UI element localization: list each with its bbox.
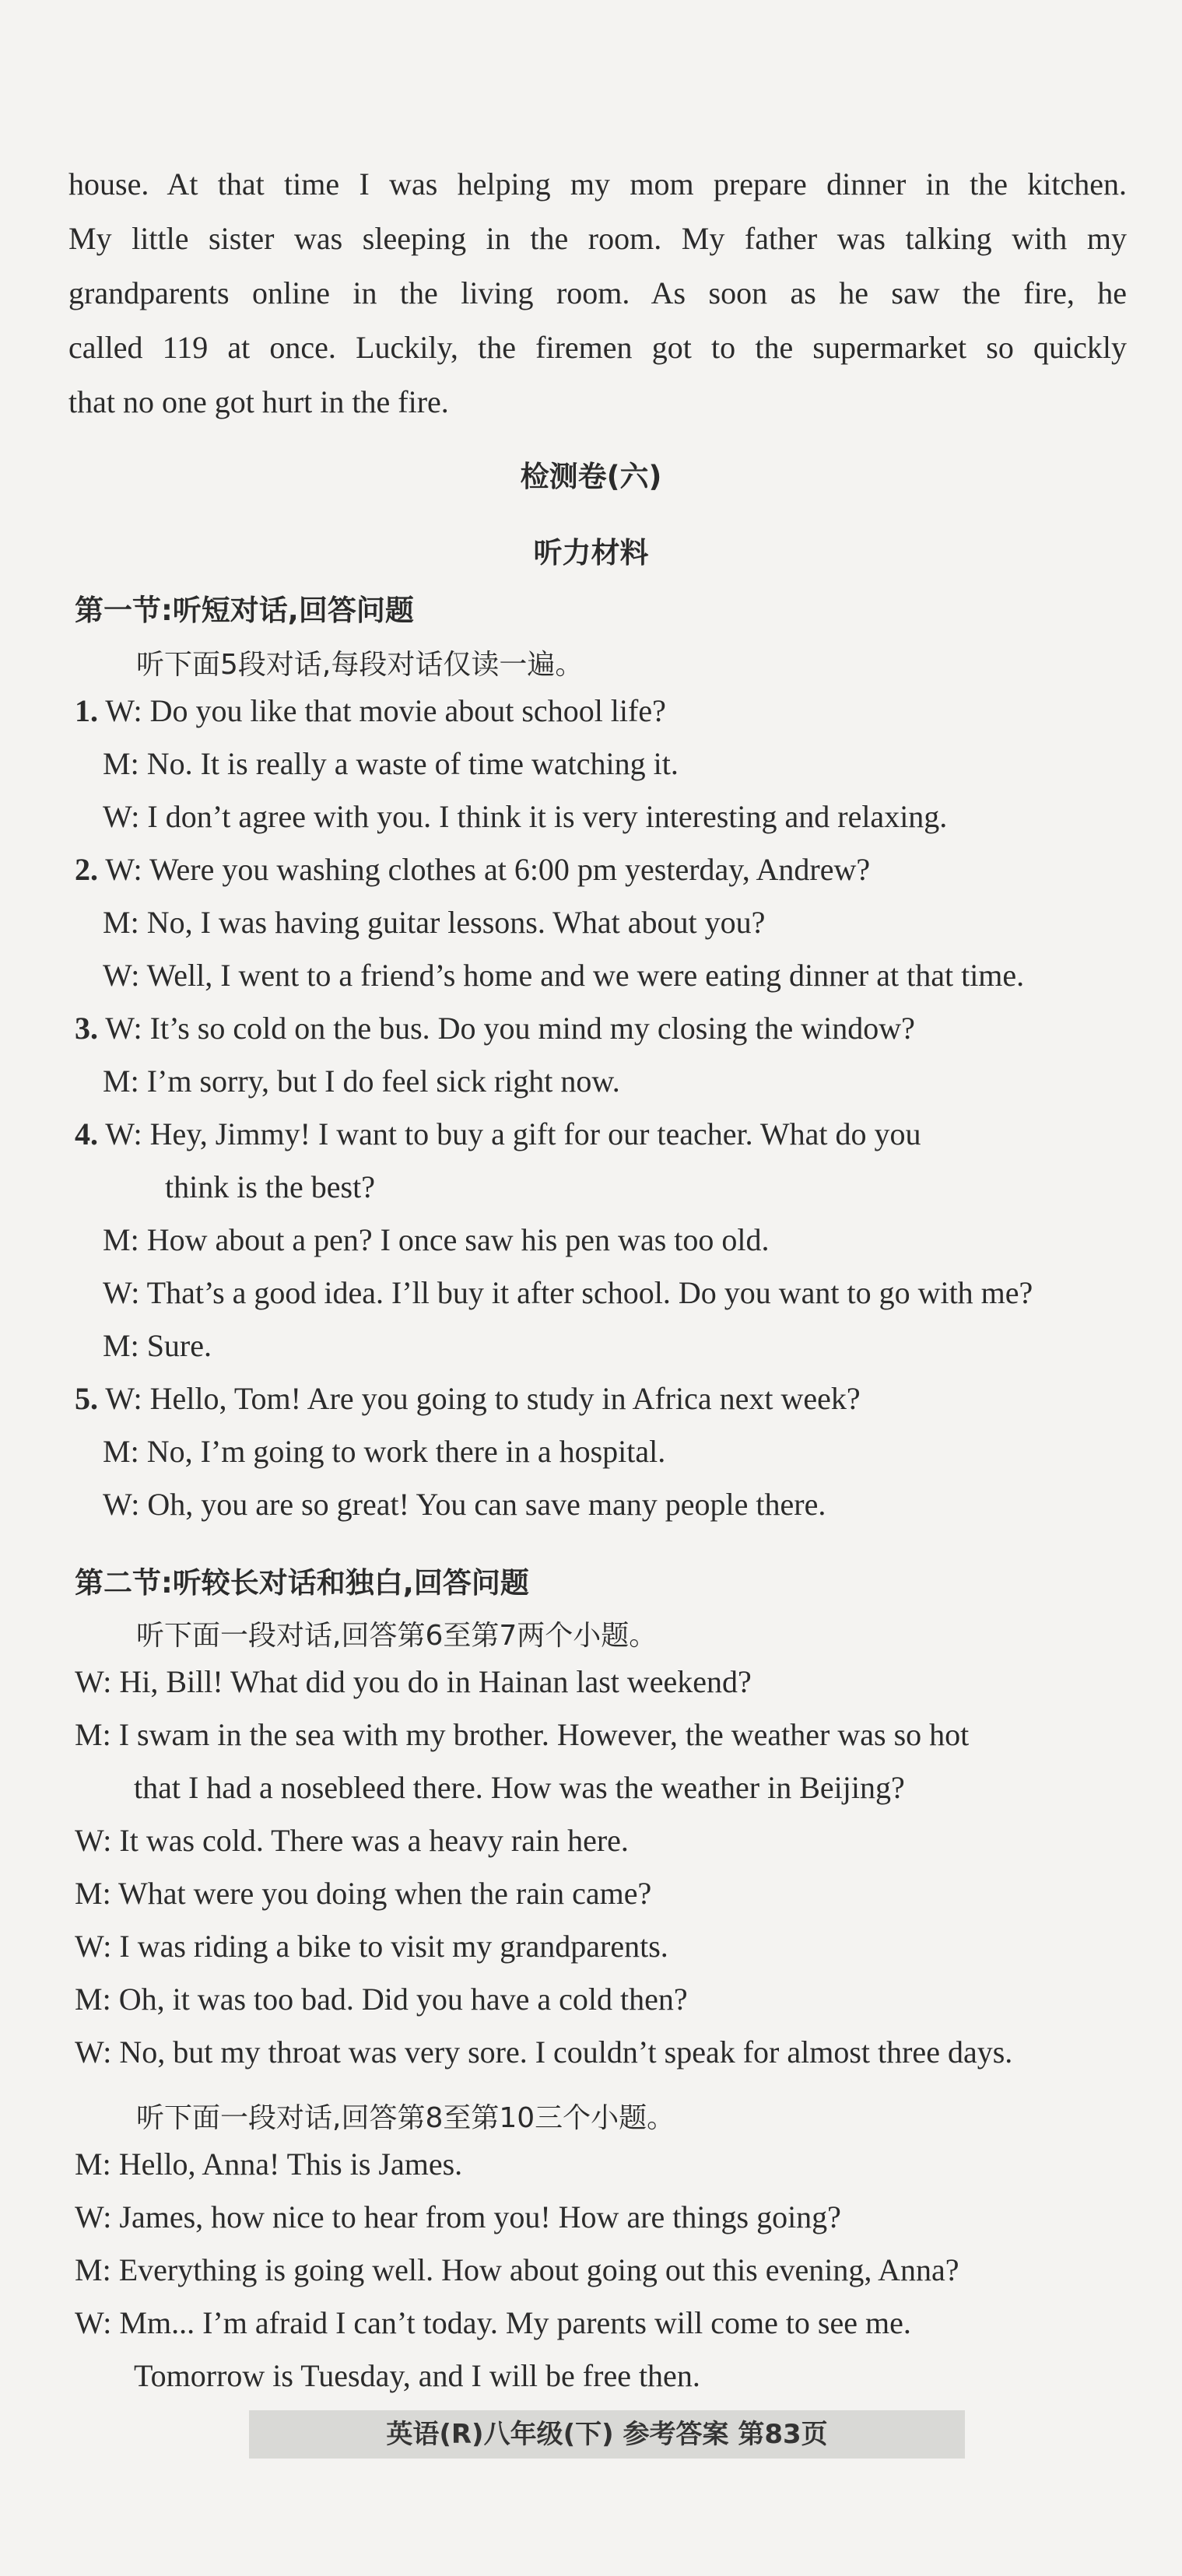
dialogue-line xyxy=(75,692,666,729)
speaker-label: W: xyxy=(75,1929,112,1964)
dialogue-line xyxy=(75,2146,462,2182)
speaker-label: W: xyxy=(105,1011,142,1046)
dialogue-line xyxy=(75,1716,969,1753)
dialogue-line xyxy=(75,1663,752,1700)
dialogue-line xyxy=(103,1433,665,1470)
material-title: 听力材料 xyxy=(533,536,649,570)
speaker-label: M: xyxy=(75,1876,111,1911)
speaker-label: W: xyxy=(105,852,142,887)
question-number: 3. xyxy=(75,1011,98,1046)
dialogue-line xyxy=(134,2357,700,2394)
intro-line: grandparents online in the living room. As soon as he saw the fire, he xyxy=(68,275,1127,310)
dialogue-line xyxy=(103,1221,770,1258)
dialogue-text: Well, I went to a friend’s home and we were eating dinner at that time. xyxy=(146,958,1025,993)
dialogue-text: I don’t agree with you. I think it is very interesting and relaxing. xyxy=(147,799,948,834)
dialogue-line xyxy=(103,1063,620,1099)
speaker-label: M: xyxy=(75,1982,111,2017)
speaker-label: W: xyxy=(75,2035,112,2070)
intro-line: that no one got hurt in the fire. xyxy=(68,384,449,419)
speaker-label: W: xyxy=(103,1275,140,1310)
speaker-label: W: xyxy=(103,958,140,993)
dialogue-text: Do you like that movie about school life? xyxy=(149,693,666,728)
speaker-label: M: xyxy=(103,746,139,781)
speaker-label: M: xyxy=(103,1328,139,1363)
dialogue-line xyxy=(103,1274,1033,1311)
dialogue-line xyxy=(103,798,947,835)
dialogue-text: that I had a nosebleed there. How was the weather in Beijing? xyxy=(134,1770,905,1805)
speaker-label: M: xyxy=(103,1222,139,1257)
dialogue-text: I was riding a bike to visit my grandparents. xyxy=(119,1929,668,1964)
dialogue-text: Were you washing clothes at 6:00 pm yesterday, Andrew? xyxy=(149,852,871,887)
section2-instruction-1: 听下面一段对话,回答第6至第7两个小题。 xyxy=(136,1620,658,1652)
dialogue-text: Hello, Anna! This is James. xyxy=(118,2147,463,2182)
section2-heading: 第二节:听较长对话和独白,回答问题 xyxy=(75,1566,529,1600)
speaker-label: W: xyxy=(75,2199,112,2234)
dialogue-line xyxy=(75,1380,861,1417)
question-number: 2. xyxy=(75,852,98,887)
dialogue-text: No, I was having guitar lessons. What about you? xyxy=(146,905,766,940)
question-number: 4. xyxy=(75,1116,98,1151)
question-number: 1. xyxy=(75,693,98,728)
dialogue-text: No, I’m going to work there in a hospital. xyxy=(146,1434,666,1469)
dialogue-line xyxy=(75,2199,841,2235)
dialogue-line xyxy=(75,2252,959,2288)
dialogue-text: No, but my throat was very sore. I couldn’t speak for almost three days. xyxy=(119,2035,1013,2070)
dialogue-text: Hey, Jimmy! I want to buy a gift for our teacher. What do you xyxy=(149,1116,921,1151)
dialogue-line xyxy=(75,1928,668,1964)
dialogue-line xyxy=(75,1981,688,2017)
dialogue-text: Hello, Tom! Are you going to study in Africa next week? xyxy=(149,1381,861,1416)
section1-heading: 第一节:听短对话,回答问题 xyxy=(75,594,414,627)
dialogue-line xyxy=(103,1486,826,1523)
speaker-label: W: xyxy=(105,1381,142,1416)
speaker-label: M: xyxy=(75,2147,111,2182)
speaker-label: M: xyxy=(103,905,139,940)
dialogue-line xyxy=(75,2034,1012,2070)
dialogue-text: Mm... I’m afraid I can’t today. My parents will come to see me. xyxy=(119,2305,911,2340)
speaker-label: M: xyxy=(103,1064,139,1099)
dialogue-text: I’m sorry, but I do feel sick right now. xyxy=(146,1064,620,1099)
dialogue-line xyxy=(75,1010,915,1046)
intro-line: My little sister was sleeping in the room. My father was talking with my xyxy=(68,221,1127,256)
dialogue-line xyxy=(75,1822,629,1859)
dialogue-line xyxy=(75,1875,651,1912)
question-number: 5. xyxy=(75,1381,98,1416)
dialogue-line xyxy=(75,851,870,888)
dialogue-line xyxy=(103,957,1024,994)
dialogue-text: Sure. xyxy=(146,1328,212,1363)
speaker-label: M: xyxy=(75,2252,111,2287)
dialogue-text: Hi, Bill! What did you do in Hainan last weekend? xyxy=(119,1664,752,1699)
speaker-label: W: xyxy=(103,1487,140,1522)
dialogue-line xyxy=(165,1169,375,1205)
speaker-label: W: xyxy=(105,1116,142,1151)
dialogue-text: James, how nice to hear from you! How are things going? xyxy=(119,2199,841,2234)
dialogue-line xyxy=(103,1327,212,1364)
dialogue-text: Everything is going well. How about going out this evening, Anna? xyxy=(118,2252,959,2287)
dialogue-text: It’s so cold on the bus. Do you mind my closing the window? xyxy=(149,1011,915,1046)
dialogue-text: No. It is really a waste of time watching it. xyxy=(146,746,679,781)
dialogue-text: That’s a good idea. I’ll buy it after school. Do you want to go with me? xyxy=(146,1275,1033,1310)
dialogue-line xyxy=(103,904,765,941)
dialogue-line xyxy=(75,1116,921,1152)
dialogue-line xyxy=(75,2304,911,2341)
test-title: 检测卷(六) xyxy=(520,460,662,493)
intro-paragraph xyxy=(68,157,1127,429)
dialogue-line xyxy=(103,745,679,782)
dialogue-text: What were you doing when the rain came? xyxy=(117,1876,652,1911)
speaker-label: W: xyxy=(75,1664,112,1699)
section1-instruction: 听下面5段对话,每段对话仅读一遍。 xyxy=(136,649,584,681)
page-footer: 英语(R)八年级(下) 参考答案 第83页 xyxy=(249,2410,965,2459)
speaker-label: M: xyxy=(75,1717,111,1752)
speaker-label: W: xyxy=(75,2305,112,2340)
speaker-label: W: xyxy=(75,1823,112,1858)
dialogue-text: It was cold. There was a heavy rain here. xyxy=(119,1823,629,1858)
dialogue-text: Oh, you are so great! You can save many people there. xyxy=(147,1487,826,1522)
speaker-label: M: xyxy=(103,1434,139,1469)
section2-instruction-2: 听下面一段对话,回答第8至第10三个小题。 xyxy=(136,2102,675,2134)
speaker-label: W: xyxy=(105,693,142,728)
dialogue-text: Tomorrow is Tuesday, and I will be free then. xyxy=(134,2358,700,2393)
dialogue-text: How about a pen? I once saw his pen was too old. xyxy=(146,1222,770,1257)
dialogue-text: Oh, it was too bad. Did you have a cold then? xyxy=(118,1982,688,2017)
intro-line: called 119 at once. Luckily, the firemen got to the supermarket so quickly xyxy=(68,330,1127,365)
dialogue-text: think is the best? xyxy=(165,1169,375,1204)
dialogue-line xyxy=(134,1769,905,1806)
intro-line: house. At that time I was helping my mom prepare dinner in the kitchen. xyxy=(68,166,1127,202)
dialogue-text: I swam in the sea with my brother. However, the weather was so hot xyxy=(118,1717,970,1752)
speaker-label: W: xyxy=(103,799,140,834)
